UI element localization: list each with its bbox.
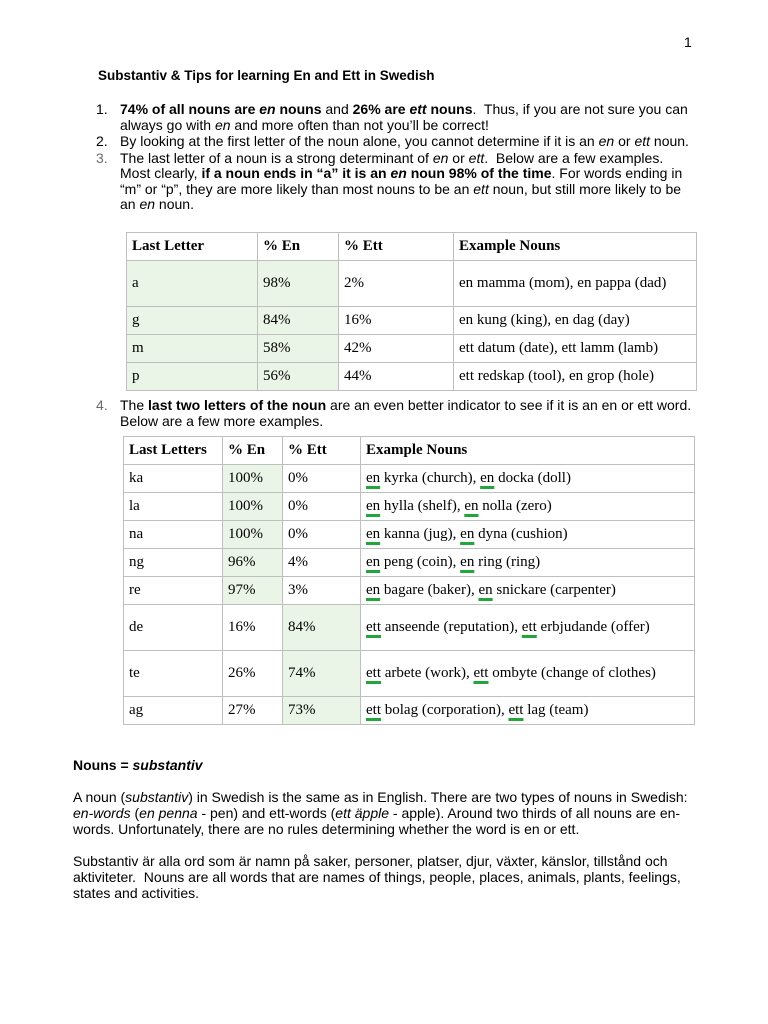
- table-cell: 0%: [283, 521, 361, 549]
- table-cell: 0%: [283, 493, 361, 521]
- nouns-heading: Nouns = substantiv: [73, 757, 203, 773]
- column-header: % En: [258, 233, 339, 261]
- column-header: % En: [223, 437, 283, 465]
- table-row: [124, 465, 695, 493]
- example-nouns-cell: en kanna (jug), en dyna (cushion): [361, 521, 695, 549]
- table-cell: 42%: [339, 335, 454, 363]
- table-cell: 96%: [223, 549, 283, 577]
- table-cell: m: [127, 335, 258, 363]
- list-item: [96, 151, 696, 213]
- table-cell: 56%: [258, 363, 339, 391]
- example-nouns-cell: ett arbete (work), ett ombyte (change of clothes): [361, 651, 695, 697]
- table-row: [124, 651, 695, 697]
- document-title: Substantiv & Tips for learning En and Ett in Swedish: [98, 68, 435, 83]
- table-cell: 100%: [223, 493, 283, 521]
- column-header: Example Nouns: [361, 437, 695, 465]
- column-header: % Ett: [339, 233, 454, 261]
- table-cell: 27%: [223, 697, 283, 725]
- table-cell: ett redskap (tool), en grop (hole): [454, 363, 697, 391]
- paragraph-nouns: A noun (substantiv) in Swedish is the same as in English. There are two types of nouns in Swedish: en-words (en penna - pen) and ett-words (ett äpple - apple). Around two thirds of all nouns are en-words. Unfortunately, there are no rules determining whether the word is en or ett.: [73, 789, 688, 837]
- table-cell: 4%: [283, 549, 361, 577]
- table-cell: de: [124, 605, 223, 651]
- list-item-text: By looking at the first letter of the noun alone, you cannot determine if it is an en or ett noun.: [120, 133, 689, 149]
- last-two-letters-table: [123, 436, 695, 725]
- table-cell: 26%: [223, 651, 283, 697]
- table-row: [124, 577, 695, 605]
- list-number: 1.: [96, 101, 108, 117]
- list-item-text: The last letter of a noun is a strong determinant of en or ett. Below are a few examples. Most clearly, if a noun ends in “a” it is an en noun 98% of the time. For words ending in “m” or “p”, they are more likely than most nouns to be an ett noun, but still more likely to be an en noun.: [120, 149, 683, 212]
- table-cell: 97%: [223, 577, 283, 605]
- table-cell: 100%: [223, 521, 283, 549]
- table-cell: p: [127, 363, 258, 391]
- table-cell: la: [124, 493, 223, 521]
- table-row: [124, 493, 695, 521]
- table-cell: en kung (king), en dag (day): [454, 307, 697, 335]
- list-item: [96, 102, 696, 133]
- table-row: [124, 605, 695, 651]
- list-number: 2.: [96, 133, 108, 149]
- tips-list-continued: [96, 398, 696, 429]
- table-cell: ka: [124, 465, 223, 493]
- column-header: Last Letters: [124, 437, 223, 465]
- table-cell: 84%: [283, 605, 361, 651]
- table-row: [127, 363, 697, 391]
- example-nouns-cell: en bagare (baker), en snickare (carpenter): [361, 577, 695, 605]
- list-item: [96, 134, 696, 150]
- table-cell: 84%: [258, 307, 339, 335]
- table-cell: 100%: [223, 465, 283, 493]
- table-row: [124, 549, 695, 577]
- table-cell: 16%: [339, 307, 454, 335]
- column-header: % Ett: [283, 437, 361, 465]
- table-cell: na: [124, 521, 223, 549]
- table-cell: re: [124, 577, 223, 605]
- table-row: [127, 307, 697, 335]
- table-cell: 3%: [283, 577, 361, 605]
- column-header: Last Letter: [127, 233, 258, 261]
- table-cell: 16%: [223, 605, 283, 651]
- table-cell: ett datum (date), ett lamm (lamb): [454, 335, 697, 363]
- table-cell: a: [127, 261, 258, 307]
- table-cell: 58%: [258, 335, 339, 363]
- list-number: 4.: [96, 397, 108, 413]
- list-item: [96, 398, 696, 429]
- table-cell: en mamma (mom), en pappa (dad): [454, 261, 697, 307]
- column-header: Example Nouns: [454, 233, 697, 261]
- page-number: 1: [684, 34, 692, 50]
- example-nouns-cell: en hylla (shelf), en nolla (zero): [361, 493, 695, 521]
- table-cell: 2%: [339, 261, 454, 307]
- table-row: [124, 521, 695, 549]
- last-letter-table: [126, 232, 697, 391]
- table-row: [124, 697, 695, 725]
- table-cell: 98%: [258, 261, 339, 307]
- table-cell: 44%: [339, 363, 454, 391]
- tips-list: [96, 102, 696, 213]
- example-nouns-cell: ett anseende (reputation), ett erbjudande (offer): [361, 605, 695, 651]
- example-nouns-cell: en kyrka (church), en docka (doll): [361, 465, 695, 493]
- table-cell: 74%: [283, 651, 361, 697]
- table-cell: 73%: [283, 697, 361, 725]
- table-row: [127, 261, 697, 307]
- table-cell: ng: [124, 549, 223, 577]
- example-nouns-cell: ett bolag (corporation), ett lag (team): [361, 697, 695, 725]
- table-cell: g: [127, 307, 258, 335]
- paragraph-substantiv: Substantiv är alla ord som är namn på saker, personer, platser, djur, växter, känslor, tillstånd och aktiviteter. Nouns are all words that are names of things, people, places, animals, plants, feelings, states and activities.: [73, 853, 681, 901]
- table-cell: 0%: [283, 465, 361, 493]
- example-nouns-cell: en peng (coin), en ring (ring): [361, 549, 695, 577]
- list-number: 3.: [96, 149, 108, 166]
- table-cell: te: [124, 651, 223, 697]
- list-item-text: The last two letters of the noun are an even better indicator to see if it is an en or ett word. Below are a few more examples.: [120, 397, 696, 429]
- list-item-text: 74% of all nouns are en nouns and 26% are ett nouns. Thus, if you are not sure you can always go with en and more often than not you’ll be correct!: [120, 101, 688, 133]
- table-row: [127, 335, 697, 363]
- table-cell: ag: [124, 697, 223, 725]
